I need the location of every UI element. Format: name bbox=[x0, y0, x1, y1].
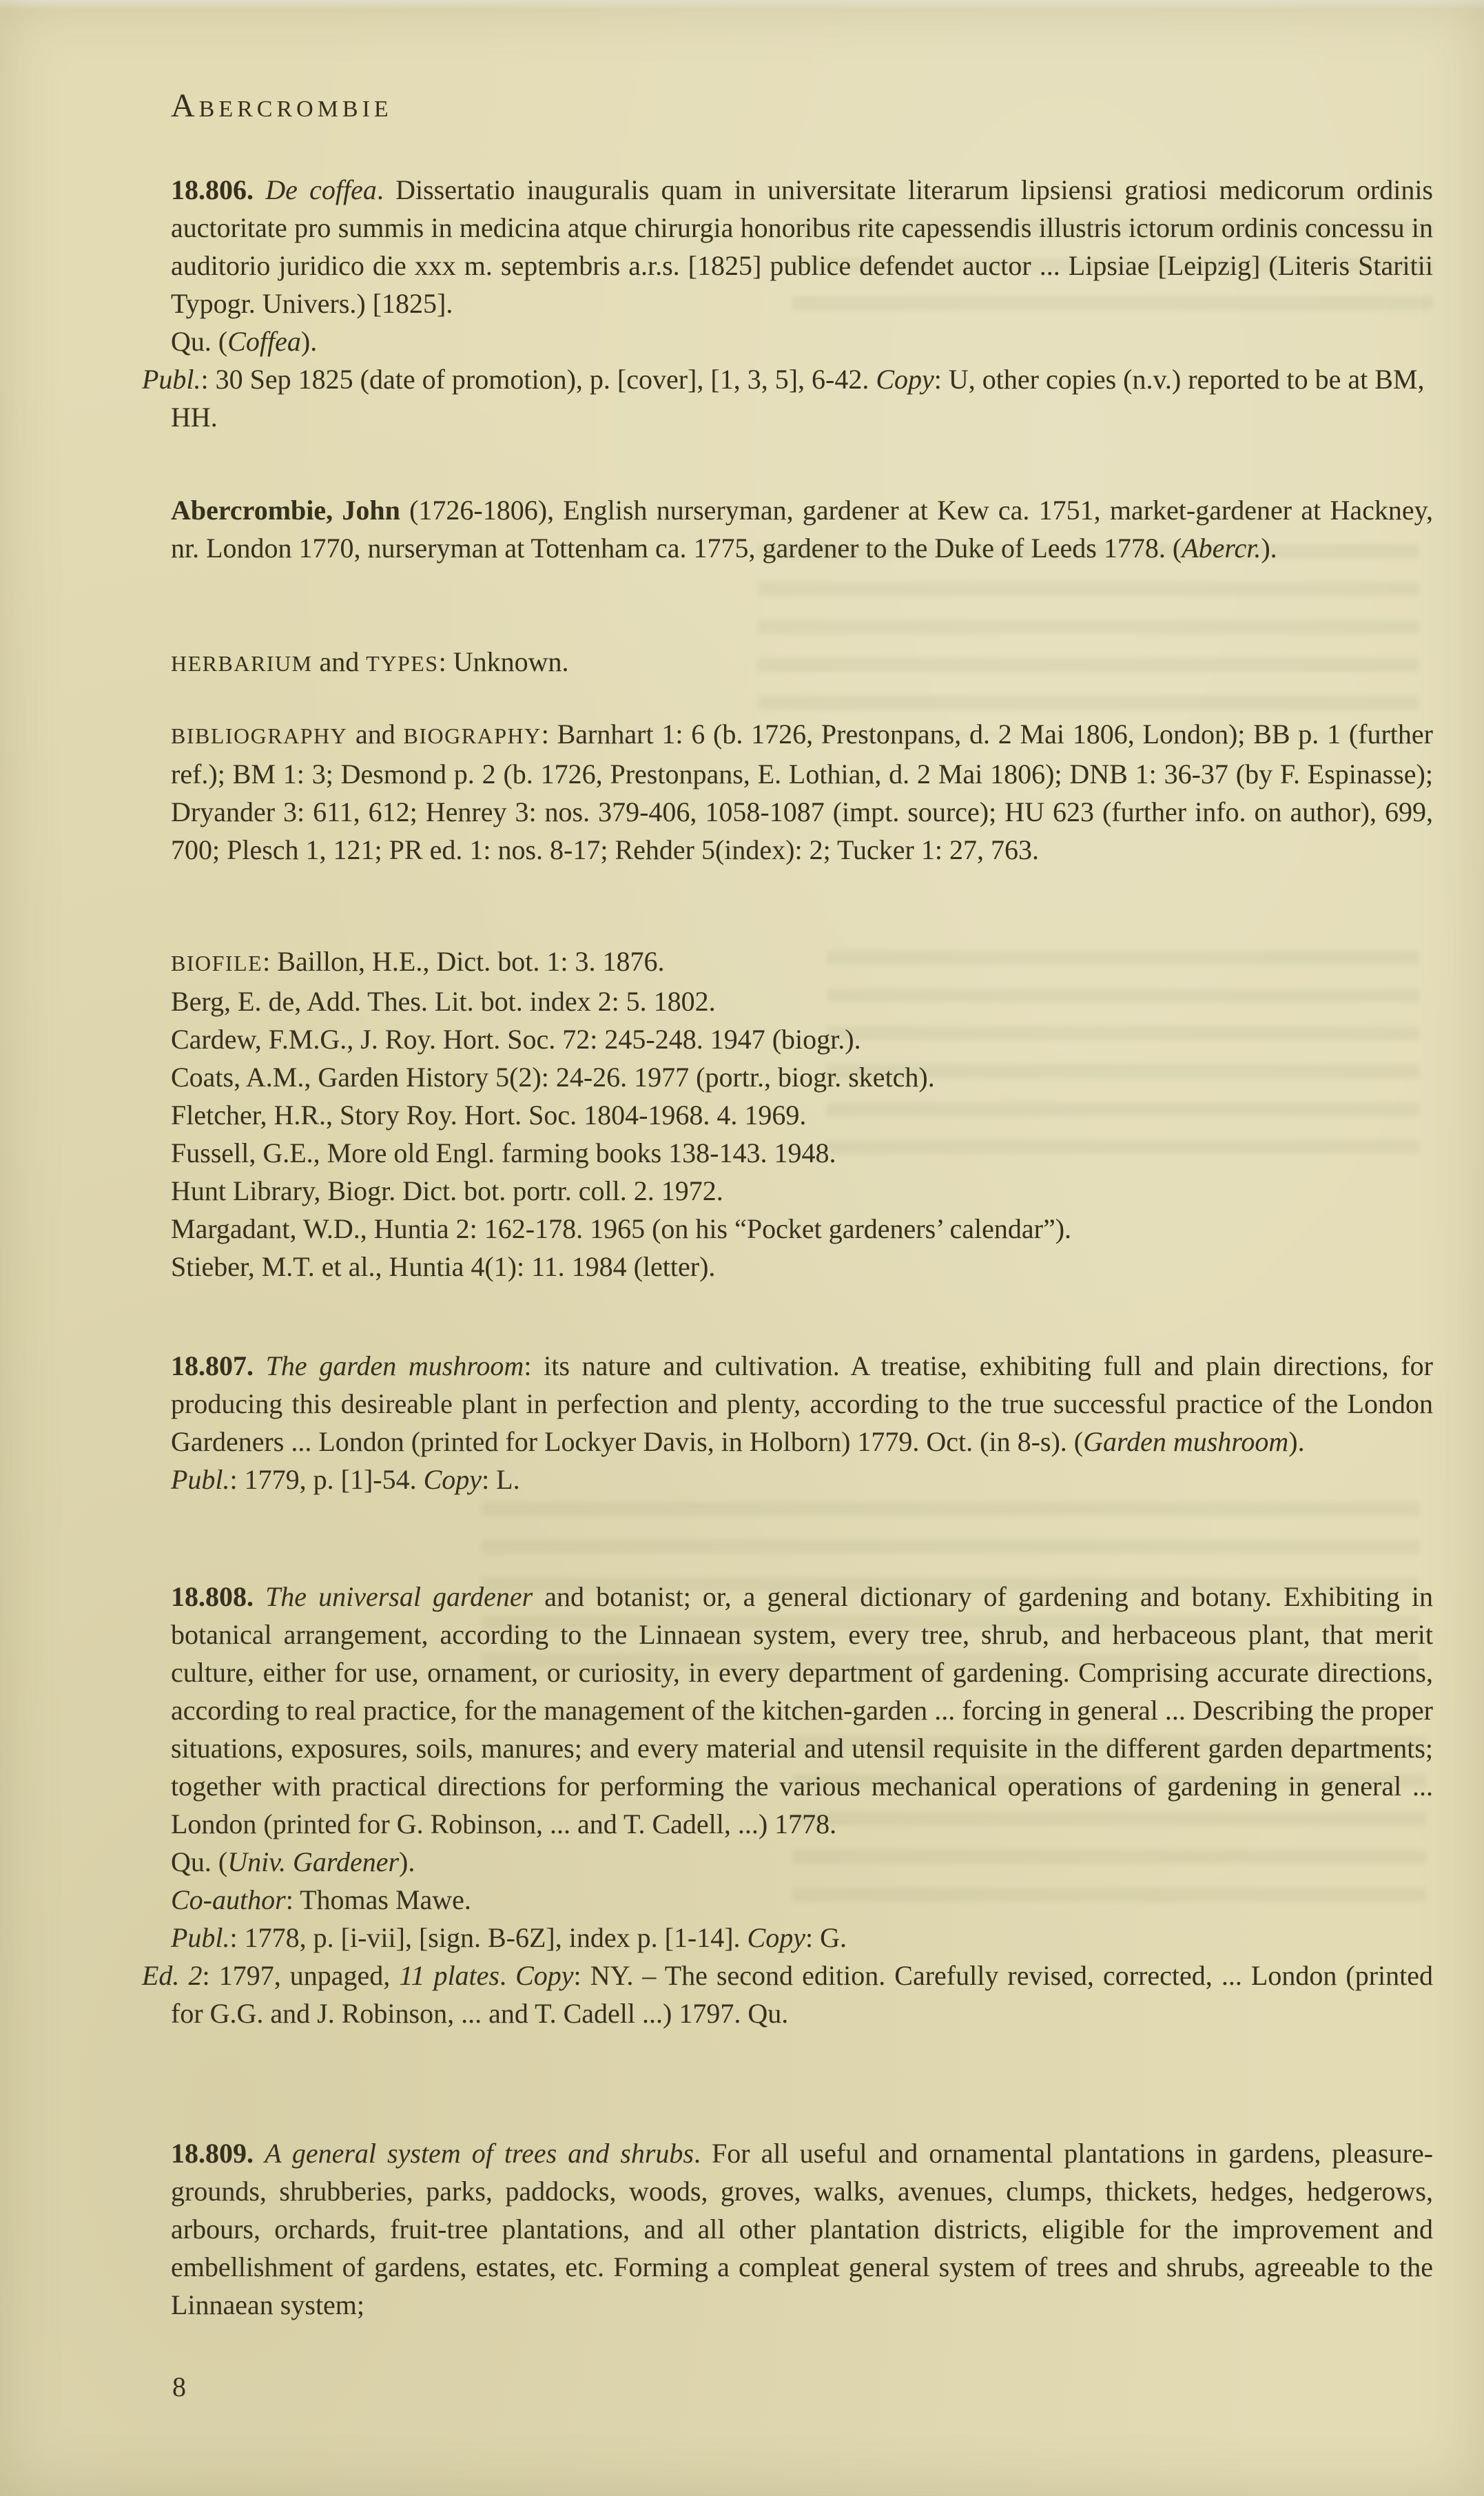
entry-18806 bbox=[142, 171, 1433, 436]
qu-text: ). bbox=[399, 1846, 415, 1877]
qu-text: Qu. ( bbox=[171, 326, 228, 357]
entry-paragraph bbox=[171, 1578, 1433, 1843]
edition-line bbox=[142, 1957, 1434, 2032]
copy-text: : G. bbox=[805, 1922, 847, 1953]
qu-text: ). bbox=[300, 326, 318, 357]
entry-number: 18.808. bbox=[171, 1581, 266, 1612]
publ-line bbox=[171, 1919, 1433, 1957]
entry-text: and botanist; or, a general dictionary of gardening and botany. Exhibiting in botanical arrangement, according to the Linnaean system, every tree, shrub, and herbaceous plant, that merit culture, either for use, ornament, or curiosity, in every department of gardening. Comprising accurate directions, according to real practice, for the management of the kitchen-garden ... forcing in general ... Describing the proper situations, exposures, soils, manures; and every material and utensil requisite in the different garden departments; together with practical directions for performing the various mechanical operations of gardening in general ... London (printed for G. Robinson, ... and T. Cadell, ...) 1778. bbox=[171, 1581, 1434, 1839]
section-label: BIOGRAPHY bbox=[403, 723, 542, 748]
work-title: De coffea bbox=[265, 174, 377, 205]
entry-paragraph bbox=[171, 171, 1433, 322]
bibliography-block bbox=[171, 715, 1433, 869]
bibliography-text: and bbox=[347, 719, 404, 750]
herbarium-text: : Unknown. bbox=[438, 646, 569, 677]
publ-label: Publ. bbox=[142, 364, 201, 395]
bibliography-paragraph bbox=[171, 715, 1433, 869]
copy-text: : U, other copies (n.v.) reported to be at BM, HH. bbox=[171, 364, 1425, 433]
biography-text: ). bbox=[1261, 533, 1277, 564]
section-label: BIBLIOGRAPHY bbox=[171, 723, 348, 748]
edition-text: . bbox=[499, 1960, 516, 1991]
publ-text: : 1778, p. [i-vii], [sign. B-6Z], index p. [1-14]. bbox=[229, 1922, 748, 1953]
biofile-line bbox=[171, 1096, 1433, 1134]
work-title: The universal gardener bbox=[265, 1581, 533, 1612]
biofile-line bbox=[171, 942, 1433, 982]
coauthor-line bbox=[171, 1881, 1433, 1919]
qu-text: Qu. ( bbox=[171, 1846, 228, 1877]
section-label: BIOFILE bbox=[171, 951, 263, 976]
entry-18807 bbox=[171, 1347, 1433, 1498]
publ-label: Publ. bbox=[171, 1922, 230, 1953]
entry-paragraph bbox=[171, 2134, 1433, 2324]
entry-text: : its nature and cultivation. A treatise, exhibiting full and plain directions, for producing this desireable plant in perfection and plenty, according to the true successful practice of the London Gardeners ... London (printed for Lockyer Davis, in Holborn) 1779. Oct. (in 8-s). ( bbox=[171, 1350, 1433, 1457]
entry-text: . Dissertatio inauguralis quam in universitate literarum lipsiensi gratiosi medicorum ordinis auctoritate pro summis in medicina atque chirurgia honoribus rite capessendis illustris ictorum ordinis concessu in auditorio juridico die xxx m. septembris a.r.s. [1825] publice defendet auctor ... Lipsiae [Leipzig] (Literis Staritii Typogr. Univers.) [1825]. bbox=[171, 174, 1433, 319]
work-title: A general system of trees and shrubs bbox=[265, 2138, 694, 2169]
entry-text: . For all useful and ornamental plantations in gardens, pleasure-grounds, shrubberies, parks, paddocks, woods, groves, walks, avenues, clumps, thickets, hedges, hedgerows, arbours, orchards, fruit-tree plantations, and all other plantation districts, eligible for the improvement and embellishment of gardens, estates, etc. Forming a compleat general system of trees and shrubs, agreeable to the Linnaean system; bbox=[171, 2138, 1434, 2320]
biofile-text: Margadant, W.D., Huntia 2: 162-178. 1965 (on his “Pocket gardeners’ calendar”). bbox=[171, 1213, 1072, 1244]
biofile-line bbox=[171, 1248, 1433, 1286]
biofile-line bbox=[171, 1172, 1433, 1210]
biofile-text: Cardew, F.M.G., J. Roy. Hort. Soc. 72: 245-248. 1947 (biogr.). bbox=[171, 1024, 861, 1055]
biofile-line bbox=[171, 1210, 1433, 1248]
entry-number: 18.806. bbox=[171, 174, 266, 205]
qu-title: Univ. Gardener bbox=[227, 1846, 400, 1877]
biofile-line bbox=[171, 1134, 1433, 1172]
qu-line bbox=[171, 1843, 1433, 1881]
publ-line bbox=[142, 360, 1433, 436]
biofile-text: Coats, A.M., Garden History 5(2): 24-26. 1977 (portr., biogr. sketch). bbox=[171, 1062, 935, 1093]
edition-label: Ed. 2 bbox=[142, 1960, 203, 1991]
qu-title: Coffea bbox=[227, 326, 301, 357]
biography-block bbox=[171, 491, 1433, 567]
biofile-line bbox=[171, 982, 1433, 1020]
section-label: HERBARIUM bbox=[171, 651, 313, 676]
biofile-line bbox=[171, 1020, 1433, 1058]
qu-title: Garden mushroom bbox=[1083, 1426, 1289, 1457]
coauthor-label: Co-author bbox=[171, 1884, 286, 1915]
copy-text: : L. bbox=[482, 1464, 520, 1495]
biofile-text: Fletcher, H.R., Story Roy. Hort. Soc. 1804-1968. 4. 1969. bbox=[171, 1100, 807, 1131]
herbarium-text: and bbox=[312, 646, 367, 677]
section-label: TYPES bbox=[366, 651, 439, 676]
page-number: 8 bbox=[172, 2371, 186, 2402]
herbarium-block bbox=[171, 643, 1433, 683]
edition-text: : 1797, unpaged, bbox=[202, 1960, 400, 1991]
showthrough-artifact bbox=[758, 544, 1419, 737]
entry-paragraph bbox=[171, 1347, 1433, 1461]
copy-label: Copy bbox=[423, 1464, 482, 1495]
biofile-block bbox=[171, 942, 1433, 1286]
biofile-line bbox=[171, 1058, 1433, 1096]
copy-label: Copy bbox=[876, 364, 934, 395]
bibliography-text: : Barnhart 1: 6 (b. 1726, Prestonpans, d. 2 Mai 1806, London); BB p. 1 (further ref.); BM 1: 3; Desmond p. 2 (b. 1726, Prestonpans, E. Lothian, d. 2 Mai 1806); DNB 1: 36-37 (by F. Espinasse); Dryander 3: 611, 612; Henrey 3: nos. 379-406, 1058-1087 (impt. source); HU 623 (further info. on author), 699, 700; Plesch 1, 121; PR ed. 1: nos. 8-17; Rehder 5(index): 2; Tucker 1: 27, 763. bbox=[171, 719, 1433, 865]
edition-text: : NY. – The second edition. Carefully revised, corrected, ... London (printed for G.G. and J. Robinson, ... and T. Cadell ...) 1797. Qu. bbox=[171, 1960, 1434, 2029]
publ-line bbox=[171, 1461, 1433, 1498]
publ-text: : 30 Sep 1825 (date of promotion), p. [cover], [1, 3, 5], 6-42. bbox=[200, 364, 876, 395]
running-head: Abercrombie bbox=[171, 87, 393, 124]
publ-label: Publ. bbox=[171, 1464, 230, 1495]
plates-note: 11 plates bbox=[399, 1960, 499, 1991]
author-abbreviation: Abercr. bbox=[1182, 533, 1261, 564]
copy-label: Copy bbox=[747, 1922, 805, 1953]
herbarium-line bbox=[171, 643, 1433, 683]
biofile-text: Fussell, G.E., More old Engl. farming books 138-143. 1948. bbox=[171, 1137, 836, 1168]
biofile-text: Stieber, M.T. et al., Huntia 4(1): 11. 1984 (letter). bbox=[171, 1251, 716, 1282]
entry-18808 bbox=[142, 1578, 1434, 2032]
work-title: The garden mushroom bbox=[265, 1350, 524, 1381]
copy-label: Copy bbox=[515, 1960, 574, 1991]
entry-text: ). bbox=[1288, 1426, 1305, 1457]
biofile-text: : Baillon, H.E., Dict. bot. 1: 3. 1876. bbox=[262, 946, 665, 977]
biofile-text: Hunt Library, Biogr. Dict. bot. portr. coll. 2. 1972. bbox=[171, 1175, 723, 1206]
entry-number: 18.807. bbox=[171, 1350, 266, 1381]
biography-paragraph bbox=[171, 491, 1433, 567]
publ-text: : 1779, p. [1]-54. bbox=[229, 1464, 424, 1495]
biography-text: (1726-1806), English nurseryman, gardener at Kew ca. 1751, market-gardener at Hackney, nr. London 1770, nurseryman at Tottenham ca. 1775, gardener to the Duke of Leeds 1778. ( bbox=[171, 495, 1433, 564]
coauthor-text: : Thomas Mawe. bbox=[285, 1884, 471, 1915]
person-name: Abercrombie, John bbox=[171, 495, 400, 526]
entry-number: 18.809. bbox=[171, 2138, 265, 2169]
biofile-text: Berg, E. de, Add. Thes. Lit. bot. index 2: 5. 1802. bbox=[171, 986, 716, 1017]
qu-line bbox=[171, 322, 1433, 360]
entry-18809 bbox=[171, 2134, 1433, 2324]
